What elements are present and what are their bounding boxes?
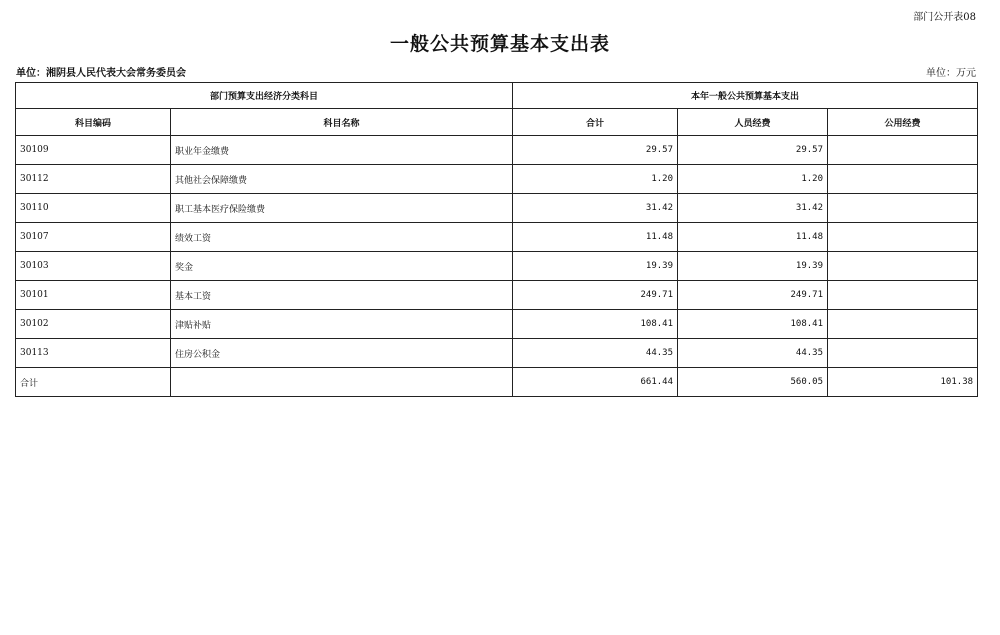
row-personnel-cell: 1.20 [678, 165, 828, 194]
row-code-cell: 30107 [16, 223, 171, 252]
group-header-row [16, 83, 978, 109]
row-public-cell [828, 252, 978, 281]
table-row [16, 252, 978, 281]
row-name-cell: 职业年金缴费 [171, 136, 513, 165]
row-name-cell: 绩效工资 [171, 223, 513, 252]
row-name-cell: 职工基本医疗保险缴费 [171, 194, 513, 223]
row-code-cell: 30110 [16, 194, 171, 223]
page-title: 一般公共预算基本支出表 [389, 33, 610, 55]
row-code-cell: 30103 [16, 252, 171, 281]
row-name-cell: 住房公积金 [171, 339, 513, 368]
table-row [16, 194, 978, 223]
row-name-cell: 基本工资 [171, 281, 513, 310]
total-row [16, 368, 978, 397]
total-total-cell: 661.44 [513, 368, 678, 397]
column-header-personnel: 人员经费 [678, 109, 828, 136]
column-header-row [16, 109, 978, 136]
row-personnel-cell: 29.57 [678, 136, 828, 165]
row-name-cell: 津贴补贴 [171, 310, 513, 339]
column-header-name: 科目名称 [171, 109, 513, 136]
column-header-public: 公用经费 [828, 109, 978, 136]
row-code-cell: 30112 [16, 165, 171, 194]
form-number: 部门公开表08 [913, 12, 976, 23]
total-personnel-cell: 560.05 [678, 368, 828, 397]
row-personnel-cell: 11.48 [678, 223, 828, 252]
row-personnel-cell: 31.42 [678, 194, 828, 223]
row-total-cell: 11.48 [513, 223, 678, 252]
budget-table [15, 82, 978, 397]
row-name-cell: 奖金 [171, 252, 513, 281]
row-total-cell: 44.35 [513, 339, 678, 368]
row-public-cell [828, 165, 978, 194]
total-name-cell [171, 368, 513, 397]
table-row [16, 165, 978, 194]
row-name-cell: 其他社会保障缴费 [171, 165, 513, 194]
currency-unit: 单位：万元 [926, 68, 976, 79]
table-row [16, 339, 978, 368]
row-personnel-cell: 19.39 [678, 252, 828, 281]
row-personnel-cell: 249.71 [678, 281, 828, 310]
row-total-cell: 249.71 [513, 281, 678, 310]
row-code-cell: 30113 [16, 339, 171, 368]
table-row [16, 310, 978, 339]
row-code-cell: 30102 [16, 310, 171, 339]
row-public-cell [828, 136, 978, 165]
total-public-cell: 101.38 [828, 368, 978, 397]
row-total-cell: 19.39 [513, 252, 678, 281]
table-row [16, 136, 978, 165]
row-public-cell [828, 339, 978, 368]
row-total-cell: 1.20 [513, 165, 678, 194]
table-row [16, 281, 978, 310]
row-total-cell: 31.42 [513, 194, 678, 223]
column-header-total: 合计 [513, 109, 678, 136]
row-total-cell: 108.41 [513, 310, 678, 339]
column-header-code: 科目编码 [16, 109, 171, 136]
group-header-economic-classification: 部门预算支出经济分类科目 [16, 83, 513, 109]
row-public-cell [828, 194, 978, 223]
row-personnel-cell: 44.35 [678, 339, 828, 368]
row-code-cell: 30101 [16, 281, 171, 310]
row-personnel-cell: 108.41 [678, 310, 828, 339]
row-public-cell [828, 310, 978, 339]
row-code-cell: 30109 [16, 136, 171, 165]
row-total-cell: 29.57 [513, 136, 678, 165]
row-public-cell [828, 223, 978, 252]
total-label: 合计 [16, 368, 171, 397]
row-public-cell [828, 281, 978, 310]
table-row [16, 223, 978, 252]
organization-unit: 单位：湘阴县人民代表大会常务委员会 [16, 68, 186, 79]
group-header-basic-expenditure: 本年一般公共预算基本支出 [513, 83, 978, 109]
